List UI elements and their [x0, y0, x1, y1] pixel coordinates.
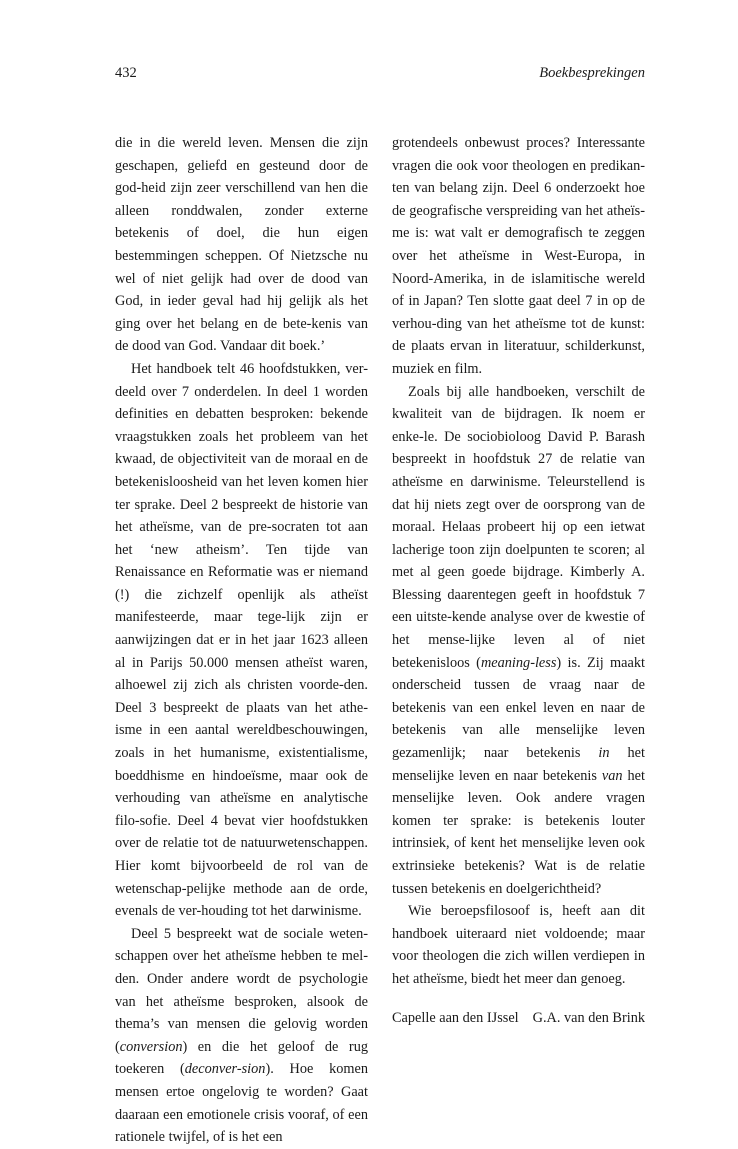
- paragraph: [115, 923, 368, 1149]
- paragraph: [392, 132, 645, 381]
- page-header: [115, 62, 645, 84]
- text-run: Wie beroepsfilosoof is, heeft aan dit handboek uiteraard niet voldoende; maar voor theologen die zich willen verdiepen in het atheïsme, biedt het meer dan genoeg.: [392, 903, 645, 987]
- paragraph: [115, 132, 368, 358]
- text-run: Zoals bij alle handboeken, verschilt de kwaliteit van de bijdragen. Ik noem er enke-le. De sociobioloog David P. Barash bespreekt in hoofdstuk 27 de relatie van atheïsme en darwinisme. Teleurstellend is dat hij niets zegt over de oorsprong van de moraal. Helaas probeert hij op een ietwat lacherige toon zijn doelpunten te scoren; al met al geen goede bijdrage. Kimberly A. Blessing daarentegen geeft in hoofdstuk 7 een uitste-kende analyse over de kwestie of het mense-lijke leven al of niet betekenisloos (: [392, 383, 645, 671]
- left-column: [115, 132, 368, 1149]
- signature: [392, 1007, 645, 1030]
- paragraph: [392, 381, 645, 901]
- text-run: grotendeels onbewust proces? Interessante vragen die ook voor theologen en predikan-ten van belang zijn. Deel 6 onderzoekt hoe de geografische verspreiding van het atheïs-me is: wat valt er demografisch te zeggen over het atheïsme in West-Europa, in Noord-Amerika, in de islamitische wereld of in Japan? Ten slotte gaat deel 7 in op de verhou-ding van het atheïsme tot de kunst: de plaats ervan in literatuur, schilderkunst, muziek en film.: [392, 135, 645, 377]
- text-run: het menselijke leven. Ook andere vragen komen ter sprake: is betekenis louter intrinsiek, of kent het menselijke leven ook extrinsieke betekenis? Wat is de relatie tussen betekenis en doelgerichtheid?: [392, 767, 645, 897]
- text-run: het menselijke leven en naar betekenis: [392, 745, 645, 784]
- text-run: ) en die het geloof de rug toekeren (: [115, 1038, 368, 1078]
- paragraph: [392, 900, 645, 990]
- text-run: die in die wereld leven. Mensen die zijn geschapen, geliefd en gesteund door de god-heid zijn zeer verschillend van hen die alleen ronddwalen, zonder externe betekenis of doel, die hun eigen bestemmingen scheppen. Of Nietzsche nu wel of niet gelijk had over de dood van God, in ieder geval had hij gelijk als het ging over het belang en de bete-kenis van de dood van God. Vandaar dit boek.’: [115, 135, 368, 355]
- right-column-body: [392, 132, 645, 991]
- italic-term: in: [598, 745, 610, 762]
- signature-author: G.A. van den Brink: [532, 1009, 645, 1026]
- right-column: [392, 132, 645, 1029]
- italic-term: meaning-less: [480, 654, 557, 671]
- text-run: ) is. Zij maakt onderscheid tussen de vraag naar de betekenis van een enkel leven en naar de betekenis van alle menselijke leven gezamenlijk; naar betekenis: [392, 654, 645, 762]
- paragraph: [115, 358, 368, 923]
- page-number: 432: [115, 65, 137, 81]
- signature-place: Capelle aan den IJssel: [392, 1009, 519, 1026]
- text-run: ). Hoe komen mensen ertoe ongelovig te worden? Gaat daaraan een emotionele crisis vooraf, of een rationele twijfel, of is het een: [115, 1061, 368, 1146]
- running-head: Boekbesprekingen: [539, 65, 645, 81]
- text-run: Het handboek telt 46 hoofdstukken, ver-deeld over 7 onderdelen. In deel 1 worden definities en debatten besproken: bekende vraagstukken zoals het probleem van het kwaad, de objectiviteit van de moraal en de betekenisloosheid van het leven komen hier ter sprake. Deel 2 bespreekt de historie van het atheïsme, van de pre-socraten tot aan het ‘new atheism’. Ten tijde van Renaissance en Reformatie was er niemand (!) die zichzelf openlijk als atheïst manifesteerde, maar tege-lijk zijn er aanwijzingen dat er in het jaar 1623 alleen al in Parijs 50.000 mensen atheïst waren, alhoewel zij zich als christen voorde-den. Deel 3 bespreekt de plaats van het athe-isme in een aantal wereldbeschouwingen, zoals in het humanisme, existentialisme, boeddhisme en hindoeïsme, maar ook de verhouding van atheïsme en analytische filo-sofie. Deel 4 bevat vier hoofdstukken over de relatie tot de natuurwetenschappen. Hier komt bijvoorbeeld de rol van de wetenschap-pelijke methode aan de orde, evenals de ver-houding tot het darwinisme.: [115, 360, 368, 920]
- italic-term: deconver-sion: [184, 1061, 266, 1078]
- italic-term: van: [601, 767, 623, 784]
- text-run: Deel 5 bespreekt wat de sociale weten-schappen over het atheïsme hebben te mel-den. Onder andere wordt de psychologie van het atheïsme besproken, alsook de thema’s van mensen die gelovig worden (: [115, 925, 368, 1055]
- italic-term: conversion: [119, 1038, 183, 1055]
